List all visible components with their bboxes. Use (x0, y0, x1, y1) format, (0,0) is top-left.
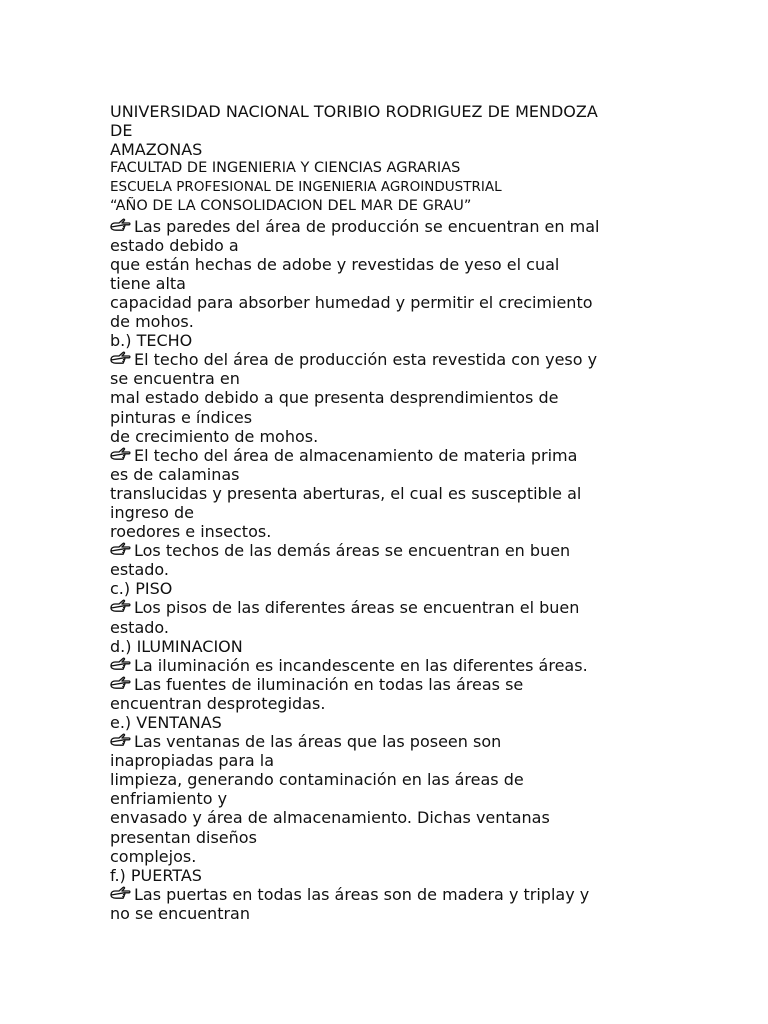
text-line: no se encuentran (110, 903, 250, 923)
university-name-line-2: DE (110, 121, 133, 141)
text-line: de crecimiento de mohos. (110, 426, 319, 446)
section-heading-techo: b.) TECHO (110, 331, 193, 351)
text-line: inapropiadas para la (110, 751, 275, 771)
bullet-text: Los techos de las demás áreas se encuentran en buen (134, 541, 571, 561)
bullet-line (110, 598, 670, 617)
text-line: mal estado debido a que presenta desprendimientos de (110, 388, 559, 408)
university-name-line-1: UNIVERSIDAD NACIONAL TORIBIO RODRIGUEZ DE MENDOZA (110, 102, 598, 121)
bullet-line (110, 350, 670, 369)
bullet-line (110, 885, 670, 904)
text-line: envasado y área de almacenamiento. Dichas ventanas (110, 808, 550, 828)
hand-pointing-icon (110, 351, 134, 367)
bullet-line (110, 656, 670, 675)
text-line: se encuentra en (110, 369, 240, 389)
bullet-line (110, 541, 670, 560)
text-line: complejos. (110, 846, 197, 866)
school-name: ESCUELA PROFESIONAL DE INGENIERIA AGROINDUSTRIAL (110, 179, 502, 196)
bullet-text: Las puertas en todas las áreas son de madera y triplay y (134, 884, 590, 904)
bullet-line (110, 675, 670, 694)
bullet-line (110, 732, 670, 751)
text-line: estado. (110, 617, 170, 637)
bullet-line (110, 446, 670, 465)
text-line: ingreso de (110, 502, 195, 522)
hand-pointing-icon (110, 447, 134, 463)
hand-pointing-icon (110, 218, 134, 234)
bullet-text: El techo del área de almacenamiento de materia prima (134, 445, 578, 465)
text-line: limpieza, generando contaminación en las áreas de (110, 770, 524, 790)
hand-pointing-icon (110, 542, 134, 558)
bullet-text: Las ventanas de las áreas que las poseen son (134, 732, 502, 752)
document-page (110, 102, 670, 923)
text-line: roedores e insectos. (110, 522, 272, 542)
hand-pointing-icon (110, 886, 134, 902)
faculty-name: FACULTAD DE INGENIERIA Y CIENCIAS AGRARIAS (110, 160, 461, 177)
section-heading-ventanas: e.) VENTANAS (110, 713, 222, 732)
bullet-text: Las paredes del área de producción se encuentran en mal (134, 216, 600, 236)
bullet-text: Las fuentes de iluminación en todas las áreas se (134, 674, 524, 694)
bullet-text: Los pisos de las diferentes áreas se encuentran el buen (134, 598, 580, 618)
text-line: estado. (110, 560, 170, 580)
text-line: pinturas e índices (110, 407, 253, 427)
hand-pointing-icon (110, 676, 134, 692)
university-name-line-3: AMAZONAS (110, 140, 203, 160)
text-line: estado debido a (110, 235, 239, 255)
bullet-text: El techo del área de producción esta revestida con yeso y (134, 350, 598, 370)
hand-pointing-icon (110, 657, 134, 673)
section-heading-puertas: f.) PUERTAS (110, 865, 202, 885)
text-line: capacidad para absorber humedad y permitir el crecimiento (110, 292, 593, 312)
text-line: translucidas y presenta aberturas, el cual es susceptible al (110, 483, 582, 503)
section-heading-iluminacion: d.) ILUMINACION (110, 636, 243, 656)
text-line: de mohos. (110, 312, 194, 332)
bullet-line (110, 217, 670, 236)
year-motto: “AÑO DE LA CONSOLIDACION DEL MAR DE GRAU” (110, 198, 472, 215)
text-line: encuentran desprotegidas. (110, 693, 326, 713)
bullet-text: La iluminación es incandescente en las diferentes áreas. (134, 655, 588, 675)
text-line: es de calaminas (110, 464, 240, 484)
hand-pointing-icon (110, 599, 134, 615)
text-line: que están hechas de adobe y revestidas de yeso el cual (110, 254, 560, 274)
text-line: enfriamiento y (110, 789, 228, 809)
hand-pointing-icon (110, 733, 134, 749)
text-line: presentan diseños (110, 827, 257, 847)
text-line: tiene alta (110, 273, 186, 293)
section-heading-piso: c.) PISO (110, 579, 173, 599)
